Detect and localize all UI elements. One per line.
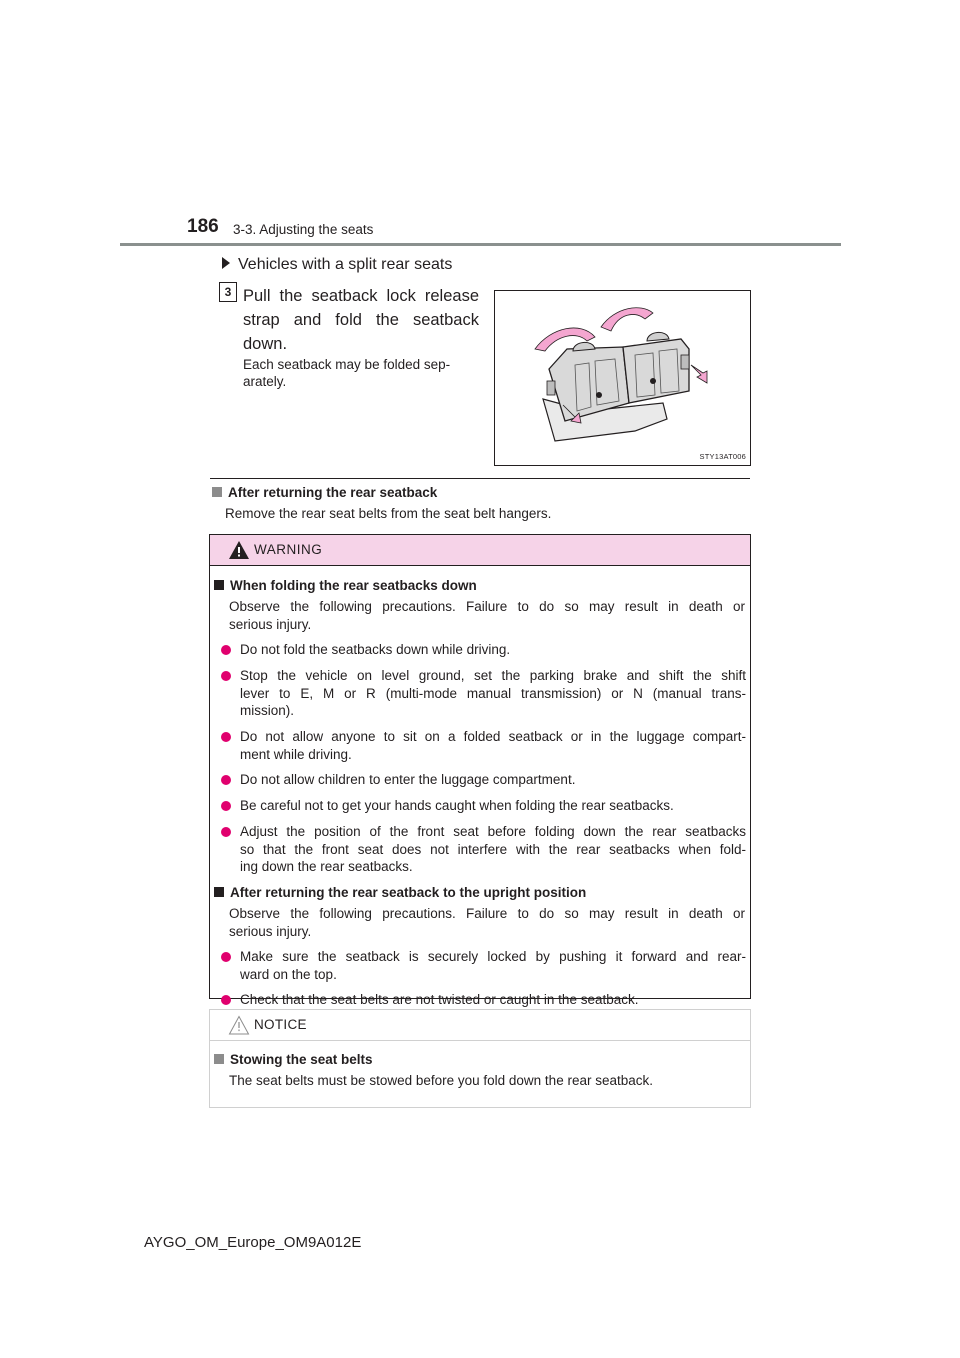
warning-bullet bbox=[221, 667, 746, 720]
warning-paragraph bbox=[229, 905, 745, 940]
warning-bullet-text: Do not allow anyone to sit on a folded seatback or in the luggage compart- bbox=[240, 729, 746, 744]
warning-box bbox=[209, 534, 751, 1007]
warning-bullet-text: Check that the seat belts are not twisted or caught in the seatback. bbox=[240, 992, 639, 1007]
warning-bullet-text: so that the front seat does not interfere with the rear seatbacks when fold- bbox=[240, 841, 746, 857]
after-returning-body: Remove the rear seat belts from the seat belt hangers. bbox=[225, 506, 552, 521]
warning-bullet bbox=[221, 948, 746, 983]
seat-folding-illustration bbox=[494, 290, 751, 466]
belt-buckle bbox=[650, 378, 656, 384]
notice-paragraph: The seat belts must be stowed before you fold down the rear seatback. bbox=[229, 1073, 653, 1088]
pull-arrow-right bbox=[691, 365, 707, 383]
notice-header bbox=[210, 1010, 750, 1041]
bullet-dot-icon bbox=[221, 995, 231, 1005]
document-id: AYGO_OM_Europe_OM9A012E bbox=[144, 1234, 362, 1251]
warning-paragraph-line: serious injury. bbox=[229, 616, 312, 632]
after-returning-heading-text: After returning the rear seatback bbox=[228, 485, 438, 500]
square-bullet-icon bbox=[214, 580, 224, 590]
warning-paragraph bbox=[229, 598, 745, 633]
warning-header bbox=[210, 535, 750, 566]
bullet-dot-icon bbox=[221, 732, 231, 742]
step-note-line: arately. bbox=[243, 374, 287, 389]
notice-subheading bbox=[214, 1052, 373, 1067]
warning-bullet-text: Stop the vehicle on level ground, set the parking brake and shift the shift bbox=[240, 668, 746, 683]
warning-triangle-icon bbox=[228, 540, 250, 560]
warning-bullet-text: Be careful not to get your hands caught when folding the rear seatbacks. bbox=[240, 798, 674, 813]
right-headrest bbox=[647, 332, 669, 341]
triangle-arrow-icon bbox=[222, 257, 230, 269]
fold-arrow-right bbox=[601, 308, 653, 331]
belt-buckle bbox=[596, 392, 602, 398]
warning-bullet bbox=[221, 991, 746, 1009]
bullet-dot-icon bbox=[221, 827, 231, 837]
rear-seat-drawing bbox=[495, 291, 750, 465]
bullet-dot-icon bbox=[221, 775, 231, 785]
warning-bullet-text: ing down the rear seatbacks. bbox=[240, 859, 413, 874]
warning-paragraph-line: Observe the following precautions. Failure to do so may result in death or bbox=[229, 906, 745, 921]
warning-bullet-text: Do not fold the seatbacks down while driving. bbox=[240, 642, 511, 657]
after-returning-heading bbox=[212, 485, 437, 500]
notice-triangle-icon bbox=[228, 1015, 250, 1035]
lock-release-strap bbox=[547, 381, 555, 395]
warning-label: WARNING bbox=[254, 542, 323, 557]
section-separator bbox=[210, 478, 750, 479]
warning-bullet-text: Adjust the position of the front seat before folding down the rear seatbacks bbox=[240, 824, 746, 839]
warning-subheading bbox=[214, 577, 477, 595]
warning-paragraph-line: Observe the following precautions. Failure to do so may result in death or bbox=[229, 599, 745, 614]
warning-bullet-text: lever to E, M or R (multi-mode manual transmission) or N (manual trans- bbox=[240, 685, 746, 701]
warning-bullet-text: Make sure the seatback is securely locked by pushing it forward and rear- bbox=[240, 949, 746, 964]
header-divider bbox=[120, 243, 841, 246]
right-seatback bbox=[623, 339, 689, 403]
square-bullet-icon bbox=[212, 487, 222, 497]
warning-bullet-text: Do not allow children to enter the luggage compartment. bbox=[240, 772, 576, 787]
variant-label bbox=[222, 256, 452, 274]
warning-bullet bbox=[221, 728, 746, 763]
notice-subheading-text: Stowing the seat belts bbox=[230, 1052, 373, 1067]
warning-bullet bbox=[221, 823, 746, 876]
lock-release-strap bbox=[681, 355, 689, 369]
step-note bbox=[243, 356, 479, 390]
warning-paragraph-line: serious injury. bbox=[229, 923, 312, 939]
left-headrest bbox=[573, 342, 595, 351]
warning-subheading-text: When folding the rear seatbacks down bbox=[230, 578, 477, 593]
warning-subheading bbox=[214, 884, 586, 902]
step-note-line: Each seatback may be folded sep- bbox=[243, 357, 451, 372]
warning-bullet bbox=[221, 797, 746, 815]
bullet-dot-icon bbox=[221, 645, 231, 655]
bullet-dot-icon bbox=[221, 671, 231, 681]
square-bullet-icon bbox=[214, 887, 224, 897]
bullet-dot-icon bbox=[221, 801, 231, 811]
bullet-dot-icon bbox=[221, 952, 231, 962]
step-instruction: Pull the seatback lock release strap and fold the seatback down. bbox=[243, 287, 479, 353]
warning-bullet bbox=[221, 771, 746, 789]
square-bullet-icon bbox=[214, 1054, 224, 1064]
warning-bullet-text: mission). bbox=[240, 703, 295, 718]
page-number: 186 bbox=[187, 216, 219, 237]
warning-bullet-text: ment while driving. bbox=[240, 746, 352, 762]
warning-subheading-text: After returning the rear seatback to the upright position bbox=[230, 885, 587, 900]
warning-bullet-text: ward on the top. bbox=[240, 966, 337, 982]
section-title: 3-3. Adjusting the seats bbox=[233, 222, 374, 237]
variant-label-text: Vehicles with a split rear seats bbox=[238, 256, 453, 273]
figure-code: STY13AT006 bbox=[699, 452, 746, 461]
warning-bullet bbox=[221, 641, 746, 659]
notice-box bbox=[209, 1009, 751, 1108]
notice-label: NOTICE bbox=[254, 1017, 307, 1032]
step-number-badge: 3 bbox=[219, 282, 237, 302]
